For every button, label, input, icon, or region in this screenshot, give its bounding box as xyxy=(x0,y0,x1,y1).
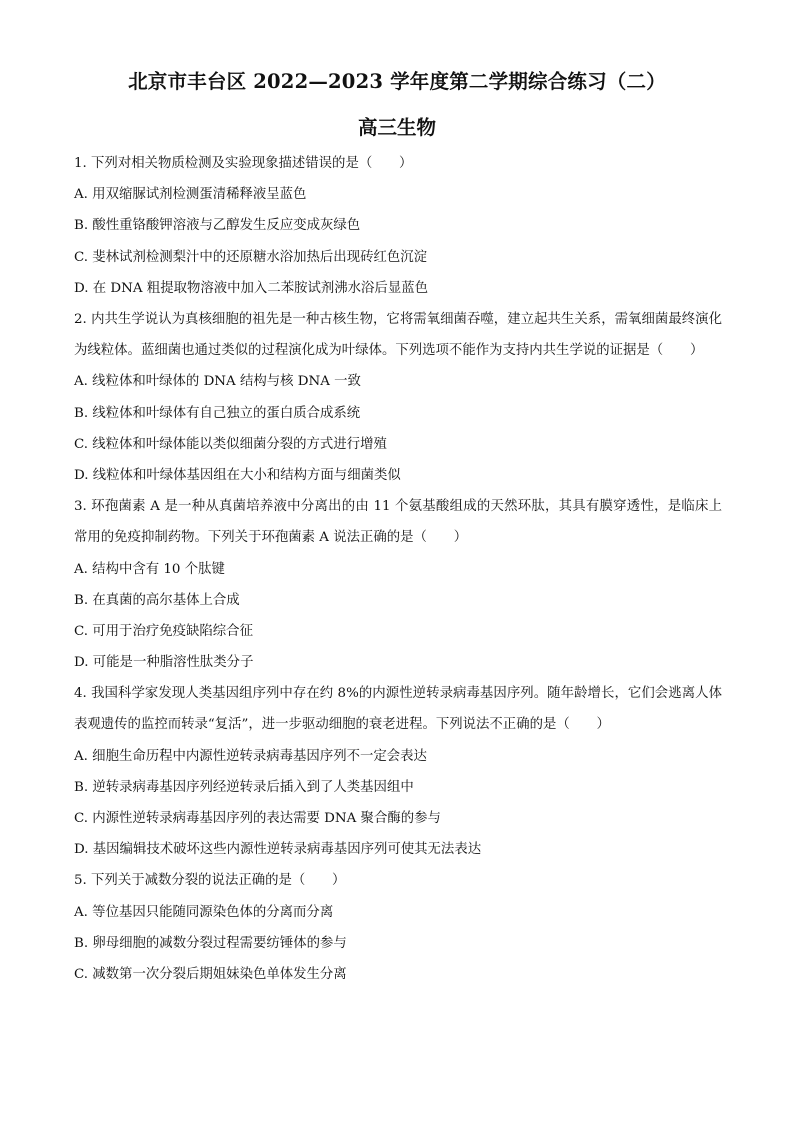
question-stem: 4. 我国科学家发现人类基因组序列中存在约 8%的内源性逆转录病毒基因序列。随年龄增长，它们会逃离人体表观遗传的监控而转录“复活”，进一步驱动细胞的衰老进程。下列说法不正确的是（ ） xyxy=(74,686,722,733)
option-b: B. 逆转录病毒基因序列经逆转录后插入到了人类基因组中 xyxy=(74,779,414,795)
option-c: C. 线粒体和叶绿体能以类似细菌分裂的方式进行增殖 xyxy=(74,436,387,452)
option-b: B. 酸性重铬酸钾溶液与乙醇发生反应变成灰绿色 xyxy=(74,218,361,234)
question-stem: 3. 环孢菌素 A 是一种从真菌培养液中分离出的由 11 个氨基酸组成的天然环肽，其具有膜穿透性，是临床上常用的免疫抑制药物。下列关于环孢菌素 A 说法正确的是（ ） xyxy=(74,499,722,546)
option-b: B. 线粒体和叶绿体有自己独立的蛋白质合成系统 xyxy=(74,405,361,421)
option-a: A. 用双缩脲试剂检测蛋清稀释液呈蓝色 xyxy=(74,187,307,203)
option-d: D. 线粒体和叶绿体基因组在大小和结构方面与细菌类似 xyxy=(74,467,401,483)
option-c: C. 可用于治疗免疫缺陷综合征 xyxy=(74,623,253,639)
page-title: 北京市丰台区 2022—2023 学年度第二学期综合练习（二） xyxy=(128,70,666,93)
question-stem: 5. 下列关于减数分裂的说法正确的是（ ） xyxy=(74,873,346,889)
option-d: D. 可能是一种脂溶性肽类分子 xyxy=(74,655,254,671)
question-4 xyxy=(74,678,722,865)
option-d: D. 基因编辑技术破坏这些内源性逆转录病毒基因序列可使其无法表达 xyxy=(74,842,482,858)
question-stem: 1. 下列对相关物质检测及实验现象描述错误的是（ ） xyxy=(74,156,413,171)
question-list xyxy=(74,148,722,990)
option-c: C. 内源性逆转录病毒基因序列的表达需要 DNA 聚合酶的参与 xyxy=(74,811,441,827)
option-b: B. 在真菌的高尔基体上合成 xyxy=(74,592,240,608)
page-subtitle: 高三生物 xyxy=(357,116,436,139)
question-2 xyxy=(74,304,722,491)
option-d: D. 在 DNA 粗提取物溶液中加入二苯胺试剂沸水浴后显蓝色 xyxy=(74,280,428,296)
option-a: A. 等位基因只能随同源染色体的分离而分离 xyxy=(74,904,334,920)
option-c: C. 减数第一次分裂后期姐妹染色单体发生分离 xyxy=(74,966,347,982)
option-a: A. 线粒体和叶绿体的 DNA 结构与核 DNA 一致 xyxy=(74,374,361,390)
option-a: A. 结构中含有 10 个肽键 xyxy=(74,561,225,577)
option-a: A. 细胞生命历程中内源性逆转录病毒基因序列不一定会表达 xyxy=(74,748,427,764)
option-c: C. 斐林试剂检测梨汁中的还原糖水浴加热后出现砖红色沉淀 xyxy=(74,249,428,265)
question-3 xyxy=(74,491,722,678)
question-5 xyxy=(74,865,722,990)
option-b: B. 卵母细胞的减数分裂过程需要纺锤体的参与 xyxy=(74,935,347,951)
question-stem: 2. 内共生学说认为真核细胞的祖先是一种古核生物，它将需氧细菌吞噬，建立起共生关系，需氧细菌最终演化为线粒体。蓝细菌也通过类似的过程演化成为叶绿体。下列选项不能作为支持内共生学说的证据是（ ） xyxy=(74,311,722,359)
question-1 xyxy=(74,148,722,304)
